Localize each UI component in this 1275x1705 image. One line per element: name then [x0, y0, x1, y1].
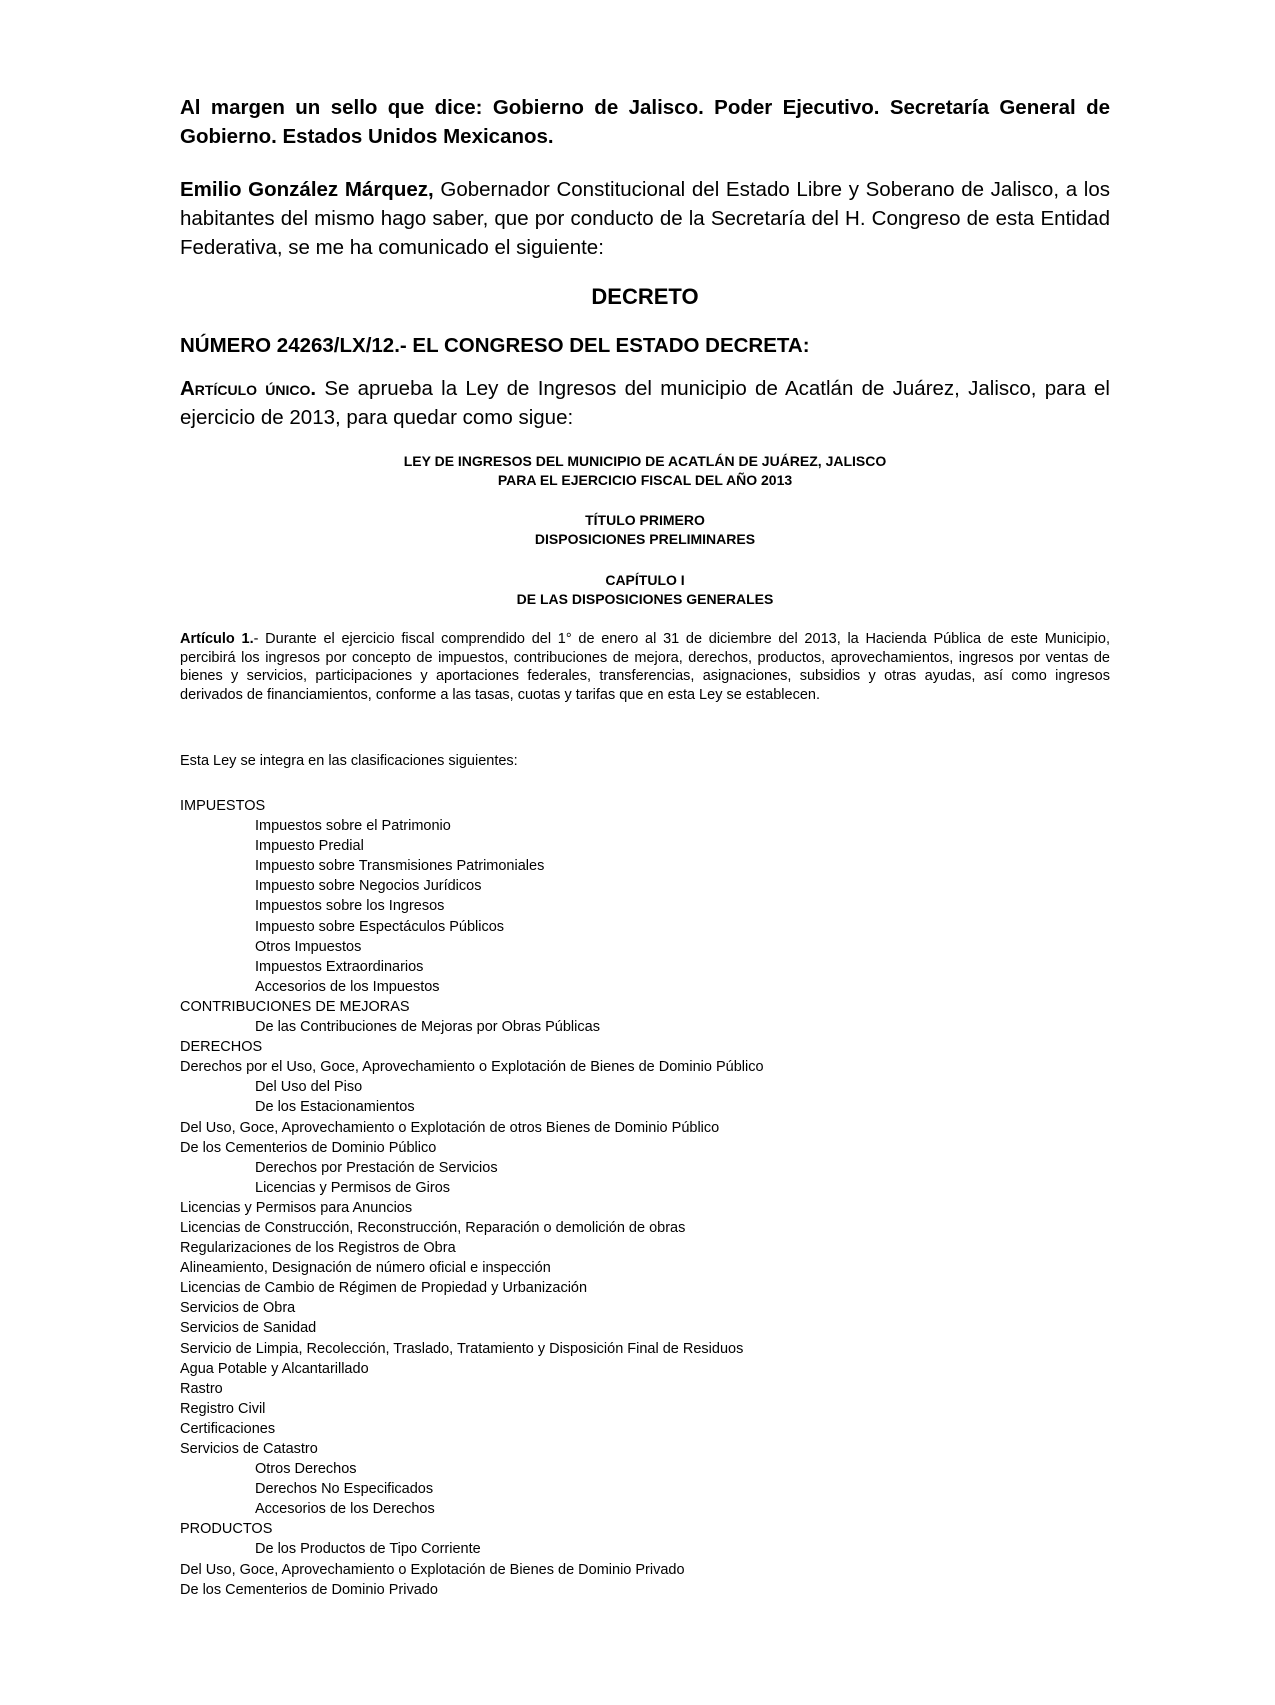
titulo-line-1: TÍTULO PRIMERO	[585, 512, 705, 528]
classification-item: Registro Civil	[180, 1400, 266, 1417]
law-title-line-2: PARA EL EJERCICIO FISCAL DEL AÑO 2013	[497, 472, 793, 488]
classification-item: DERECHOS	[180, 1039, 263, 1056]
capitulo-line-2: DE LAS DISPOSICIONES GENERALES	[516, 591, 774, 607]
classification-subitem: Impuesto sobre Negocios Jurídicos	[255, 878, 482, 895]
classification-item: Servicios de Catastro	[180, 1441, 318, 1457]
capitulo-line-1: CAPÍTULO I	[605, 572, 685, 588]
articulo-unico-label: Artículo único.	[180, 377, 317, 400]
capitulo-heading	[180, 571, 1110, 609]
classification-item: Regularizaciones de los Registros de Obra	[180, 1240, 456, 1257]
classification-item: PRODUCTOS	[180, 1521, 273, 1538]
titulo-heading	[180, 511, 1110, 549]
classification-subitem: Impuesto sobre Transmisiones Patrimoniales	[255, 858, 545, 875]
articulo-1-label: Artículo 1.	[180, 631, 254, 647]
classification-item: Licencias de Construcción, Reconstrucción, Reparación o demolición de obras	[180, 1219, 686, 1236]
articulo-unico-paragraph	[180, 374, 1110, 432]
classification-subitem: Licencias y Permisos de Giros	[255, 1179, 451, 1196]
classification-item: De los Cementerios de Dominio Privado	[180, 1581, 438, 1598]
classification-subitem: Impuesto Predial	[255, 838, 364, 855]
classification-subitem: Otros Derechos	[255, 1461, 357, 1478]
governor-text: Gobernador Constitucional del Estado Libre y Soberano de Jalisco, a los habitantes del mismo hago saber, que por conducto de la Secretaría del H. Congreso de esta Entidad Federativa, se me ha comunicado el siguiente:	[180, 178, 1110, 259]
classification-item: Del Uso, Goce, Aprovechamiento o Explotación de otros Bienes de Dominio Público	[180, 1119, 720, 1136]
classification-subitem: De los Estacionamientos	[255, 1099, 415, 1116]
classification-item: Servicios de Obra	[180, 1300, 296, 1317]
classification-subitem: Impuestos sobre los Ingresos	[255, 898, 445, 915]
classification-item: Del Uso, Goce, Aprovechamiento o Explotación de Bienes de Dominio Privado	[180, 1561, 685, 1578]
classification-item: Servicios de Sanidad	[180, 1320, 317, 1337]
classification-list	[180, 796, 1110, 1600]
articulo-1-paragraph	[180, 630, 1110, 704]
classification-item: CONTRIBUCIONES DE MEJORAS	[180, 998, 410, 1015]
classification-subitem: De los Productos de Tipo Corriente	[255, 1541, 481, 1558]
classification-item: Rastro	[180, 1380, 223, 1397]
law-title	[180, 452, 1110, 490]
decree-number: NÚMERO 24263/LX/12.- EL CONGRESO DEL ESTADO DECRETA:	[180, 334, 810, 357]
classification-item: Derechos por el Uso, Goce, Aprovechamiento o Explotación de Bienes de Dominio Público	[180, 1059, 764, 1076]
governor-paragraph	[180, 175, 1110, 262]
titulo-line-2: DISPOSICIONES PRELIMINARES	[534, 531, 756, 547]
classification-item: Servicio de Limpia, Recolección, Traslado, Tratamiento y Disposición Final de Residuos	[180, 1340, 744, 1357]
classification-item: IMPUESTOS	[180, 798, 266, 814]
classification-subitem: Del Uso del Piso	[255, 1079, 363, 1096]
classification-subitem: Accesorios de los Impuestos	[255, 978, 440, 995]
classification-item: Certificaciones	[180, 1420, 276, 1437]
governor-name: Emilio González Márquez,	[180, 178, 434, 201]
classification-item: Agua Potable y Alcantarillado	[180, 1360, 369, 1377]
classification-item: Licencias de Cambio de Régimen de Propiedad y Urbanización	[180, 1280, 588, 1297]
classification-subitem: Impuesto sobre Espectáculos Públicos	[255, 918, 505, 935]
integra-text: Esta Ley se integra en las clasificaciones siguientes:	[180, 753, 518, 769]
classification-item: Licencias y Permisos para Anuncios	[180, 1199, 413, 1216]
classification-subitem: Otros Impuestos	[255, 938, 362, 955]
classification-subitem: Accesorios de los Derechos	[255, 1501, 435, 1518]
classification-subitem: Impuestos sobre el Patrimonio	[255, 818, 451, 835]
articulo-1-text: - Durante el ejercicio fiscal comprendido del 1° de enero al 31 de diciembre del 2013, la Hacienda Pública de este Municipio, percibirá los ingresos por concepto de impuestos, contribuciones de mejora, derechos, productos, aprovechamientos, ingresos por ventas de bienes y servicios, participaciones y aportaciones federales, transferencias, asignaciones, subsidios y otras ayudas, así como ingresos derivados de financiamientos, conforme a las tasas, cuotas y tarifas que en esta Ley se establecen.	[180, 631, 1111, 703]
classification-subitem: Impuestos Extraordinarios	[255, 958, 424, 975]
classification-subitem: Derechos No Especificados	[255, 1481, 434, 1498]
classification-subitem: De las Contribuciones de Mejoras por Obras Públicas	[255, 1019, 600, 1036]
classification-item: De los Cementerios de Dominio Público	[180, 1139, 437, 1156]
decreto-title: DECRETO	[591, 284, 699, 309]
margin-note: Al margen un sello que dice: Gobierno de Jalisco. Poder Ejecutivo. Secretaría General de Gobierno. Estados Unidos Mexicanos.	[180, 96, 1110, 148]
articulo-unico-text: Se aprueba la Ley de Ingresos del municipio de Acatlán de Juárez, Jalisco, para el ejercicio de 2013, para quedar como sigue:	[180, 377, 1110, 429]
law-title-line-1: LEY DE INGRESOS DEL MUNICIPIO DE ACATLÁN DE JUÁREZ, JALISCO	[403, 453, 887, 469]
classification-subitem: Derechos por Prestación de Servicios	[255, 1159, 498, 1176]
classification-item: Alineamiento, Designación de número oficial e inspección	[180, 1260, 551, 1277]
